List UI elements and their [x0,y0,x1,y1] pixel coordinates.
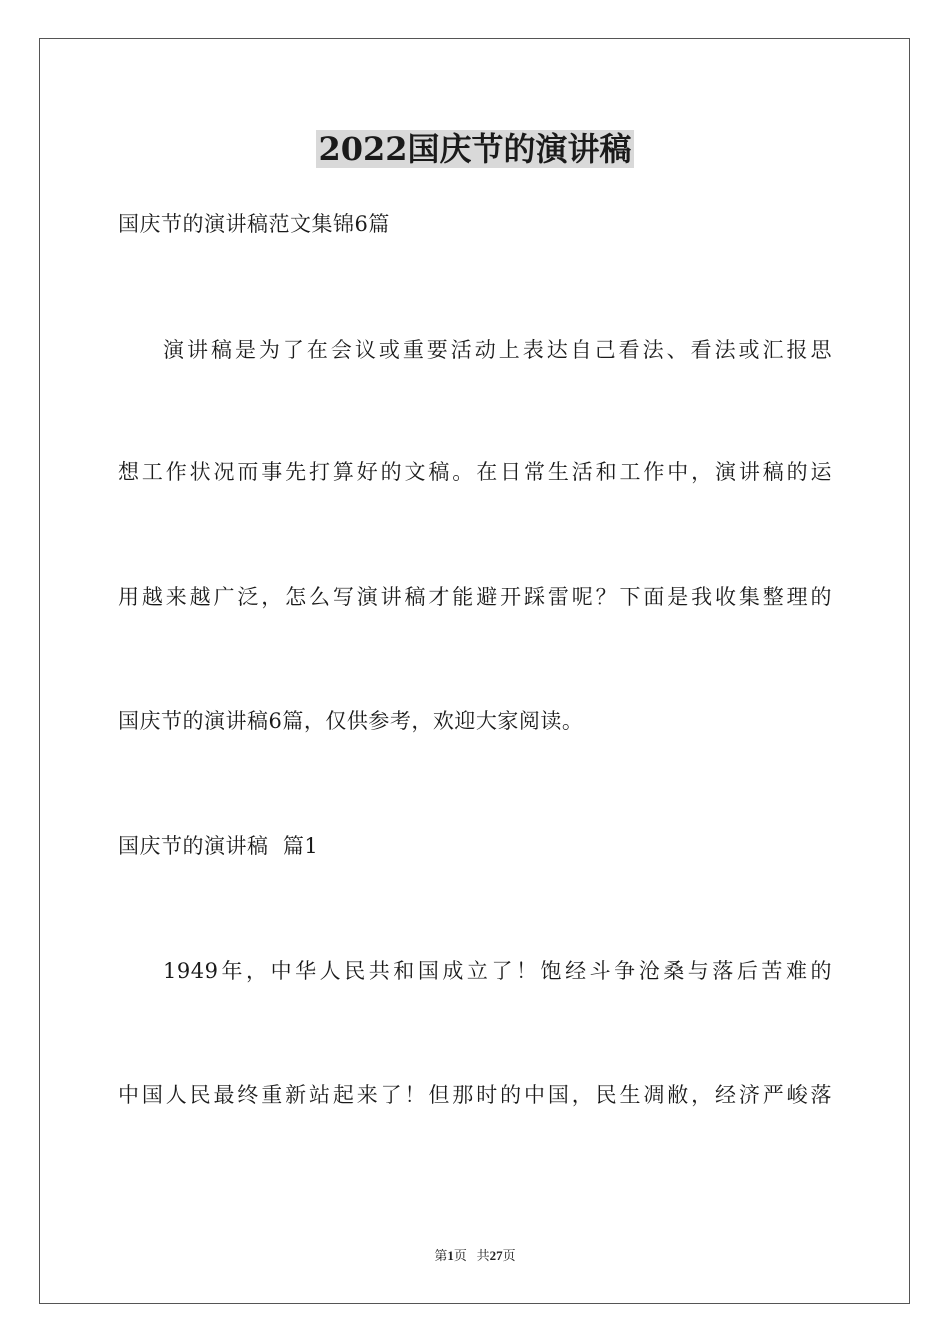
document-subtitle: 国庆节的演讲稿范文集锦6篇 [118,212,390,236]
footer-total-suffix: 页 [502,1248,516,1263]
footer-total-prefix: 共 [476,1248,490,1263]
intro-line-3: 用越来越广泛，怎么写演讲稿才能避开踩雷呢？下面是我收集整理的 [118,585,832,609]
footer-page-prefix: 第 [434,1248,448,1263]
page-footer [0,1247,950,1265]
footer-total-pages: 27 [489,1248,503,1263]
footer-page-number: 1 [447,1248,454,1263]
section-line-1: 1949年，中华人民共和国成立了！饱经斗争沧桑与落后苦难的 [163,959,832,983]
intro-line-2: 想工作状况而事先打算好的文稿。在日常生活和工作中，演讲稿的运 [118,460,832,484]
section-heading: 国庆节的演讲稿 篇1 [118,834,319,858]
intro-line-4: 国庆节的演讲稿6篇，仅供参考，欢迎大家阅读。 [118,709,584,733]
document-title [0,128,950,170]
footer-page-suffix: 页 [453,1248,467,1263]
document-title-text: 2022国庆节的演讲稿 [318,130,632,168]
section-line-2: 中国人民最终重新站起来了！但那时的中国，民生凋敝，经济严峻落 [118,1083,832,1107]
intro-line-1: 演讲稿是为了在会议或重要活动上表达自己看法、看法或汇报思 [163,338,832,362]
